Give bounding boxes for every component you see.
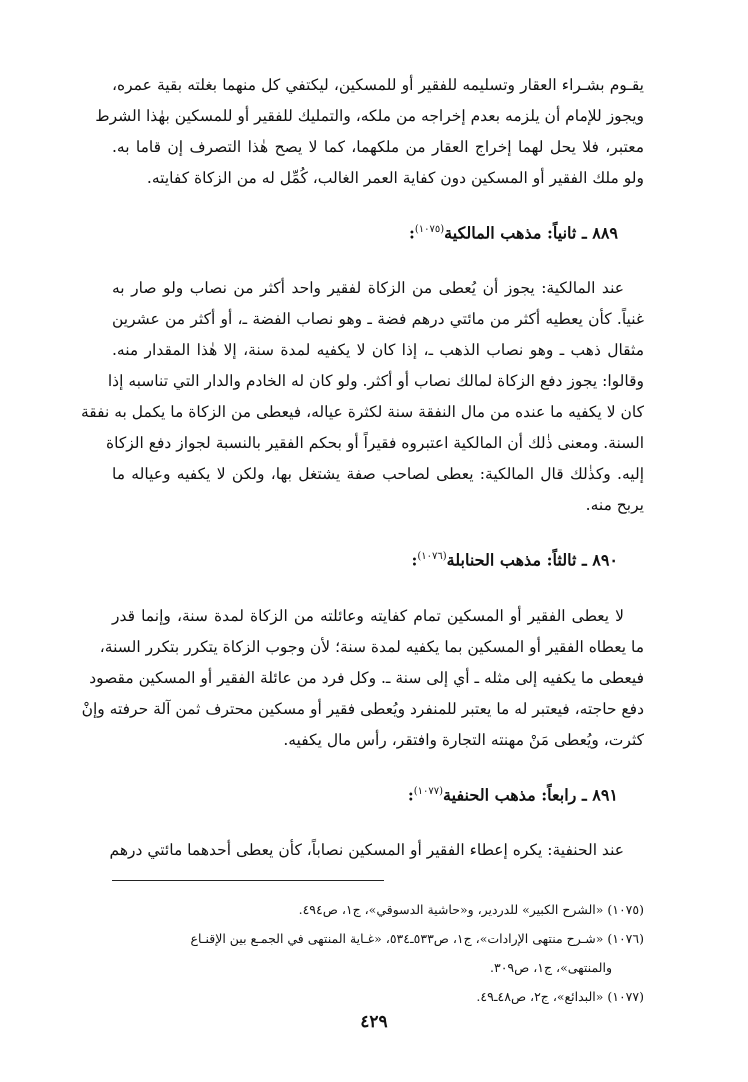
section-889-body <box>80 273 644 521</box>
footnote-ref: (١٠٧٧) <box>413 785 444 797</box>
heading-text: ٨٩٠ ـ ثالثاً: مذهب الحنابلة <box>446 550 618 570</box>
text-line: عند المالكية: يجوز أن يُعطى من الزكاة لفقير واحد أكثر من نصاب ولو صار به <box>112 279 624 298</box>
section-891-body <box>109 835 644 866</box>
text-line: غنياً. كأن يعطيه أكثر من مائتي درهم فضة ـ وهو نصاب الفضة ـ، أو أكثر من عشرين <box>112 310 644 329</box>
text-line: يقـوم بشـراء العقار وتسليمه للفقير أو للمسكين، ليكتفي كل منهما بغلته بقية عمره، <box>112 76 644 94</box>
footnote-1077: (١٠٧٧) «البدائع»، ج٢، ص٤٨ـ٤٩. <box>476 988 644 1004</box>
footnote-ref: (١٠٧٦) <box>417 551 447 563</box>
heading-colon: : <box>411 550 418 570</box>
footnote-1076: (١٠٧٦) «شـرح منتهى الإرادات»، ج١، ص٥٣٣ـ٥٣٤، «غـاية المنتهى في الجمـع بين الإقنـاع <box>190 930 644 946</box>
heading-colon: : <box>408 223 415 243</box>
text-line: مثقال ذهب ـ وهو نصاب الذهب ـ، إذا كان لا يكفيه لمدة سنة، إلا هٰذا المقدار منه. <box>112 341 644 360</box>
footnote-ref: (١٠٧٥) <box>414 224 445 235</box>
text-line: معتبر، فلا يحل لهما إخراج العقار من ملكهما، كما لا يصح هٰذا التصرف إن قاما به. <box>112 138 644 156</box>
heading-text: ٨٩١ ـ رابعاً: مذهب الحنفية <box>443 784 618 804</box>
footnote-1076-continuation: والمنتهى»، ج١، ص٣٠٩. <box>490 959 612 975</box>
text-line: فيعطى ما يكفيه إلى مثله ـ أي إلى سنة ـ. وكل فرد من عائلة الفقير أو المسكين مقصود <box>89 668 644 687</box>
section-heading-889 <box>112 214 618 248</box>
text-line: ويجوز للإمام أن يلزمه بعدم إخراجه من ملكه، والتمليك للفقير أو للمسكين بهٰذا الشرط <box>95 107 644 125</box>
heading-text: ٨٨٩ ـ ثانياً: مذهب المالكية <box>444 223 618 243</box>
page-number: ٤٢٩ <box>360 1012 388 1032</box>
text-line: ما يعطاه الفقير أو المسكين بما يكفيه لمدة سنة؛ لأن وجوب الزكاة يتكرر بتكرر السنة، <box>99 637 644 656</box>
text-line: يربح منه. <box>585 496 644 515</box>
text-line: لا يعطى الفقير أو المسكين تمام كفايته وعائلته من الزكاة لمدة سنة، وإنما قدر <box>112 606 624 625</box>
footnote-1075: (١٠٧٥) «الشرح الكبير» للدردير، و«حاشية الدسوقي»، ج١، ص٤٩٤. <box>298 901 644 917</box>
text-line: ولو ملك الفقير أو المسكين دون كفاية العمر الغالب، كُمِّل له من الزكاة كفايته. <box>146 169 644 187</box>
text-line: إليه. وكذٰلك قال المالكية: يعطى لصاحب صفة يشتغل بها، ولكن لا يكفيه وعياله ما <box>112 465 644 484</box>
section-heading-890 <box>112 541 618 575</box>
text-line: وقالوا: يجوز دفع الزكاة لمالك نصاب أو أكثر. ولو كان له الخادم والدار التي تناسبه إذا <box>107 372 644 391</box>
section-890-body <box>81 601 644 756</box>
intro-paragraph <box>95 70 644 194</box>
text-line: كثرت، ويُعطى مَنْ مهنته التجارة وافتقر، رأس مال يكفيه. <box>283 730 644 749</box>
text-line: كان لا يكفيه ما عنده من مال النفقة سنة لكثرة عياله، فيعطى من الزكاة ما يكمل به نفقة <box>80 403 644 422</box>
section-heading-891 <box>112 776 618 810</box>
text-line: دفع حاجته، فيعتبر له ما يعتبر للمنفرد ويُعطى فقير أو مسكين محترف ثمن آلة حرفته وإنْ <box>81 699 644 718</box>
text-line: عند الحنفية: يكره إعطاء الفقير أو المسكين نصاباً، كأن يعطى أحدهما مائتي درهم <box>109 840 624 859</box>
heading-colon: : <box>407 784 414 804</box>
text-line: السنة. ومعنى ذٰلك أن المالكية اعتبروه فقيراً أو بحكم الفقير بالنسبة لجواز دفع الزكاة <box>106 434 644 453</box>
footnotes <box>112 895 644 1011</box>
footnote-divider <box>112 880 384 881</box>
